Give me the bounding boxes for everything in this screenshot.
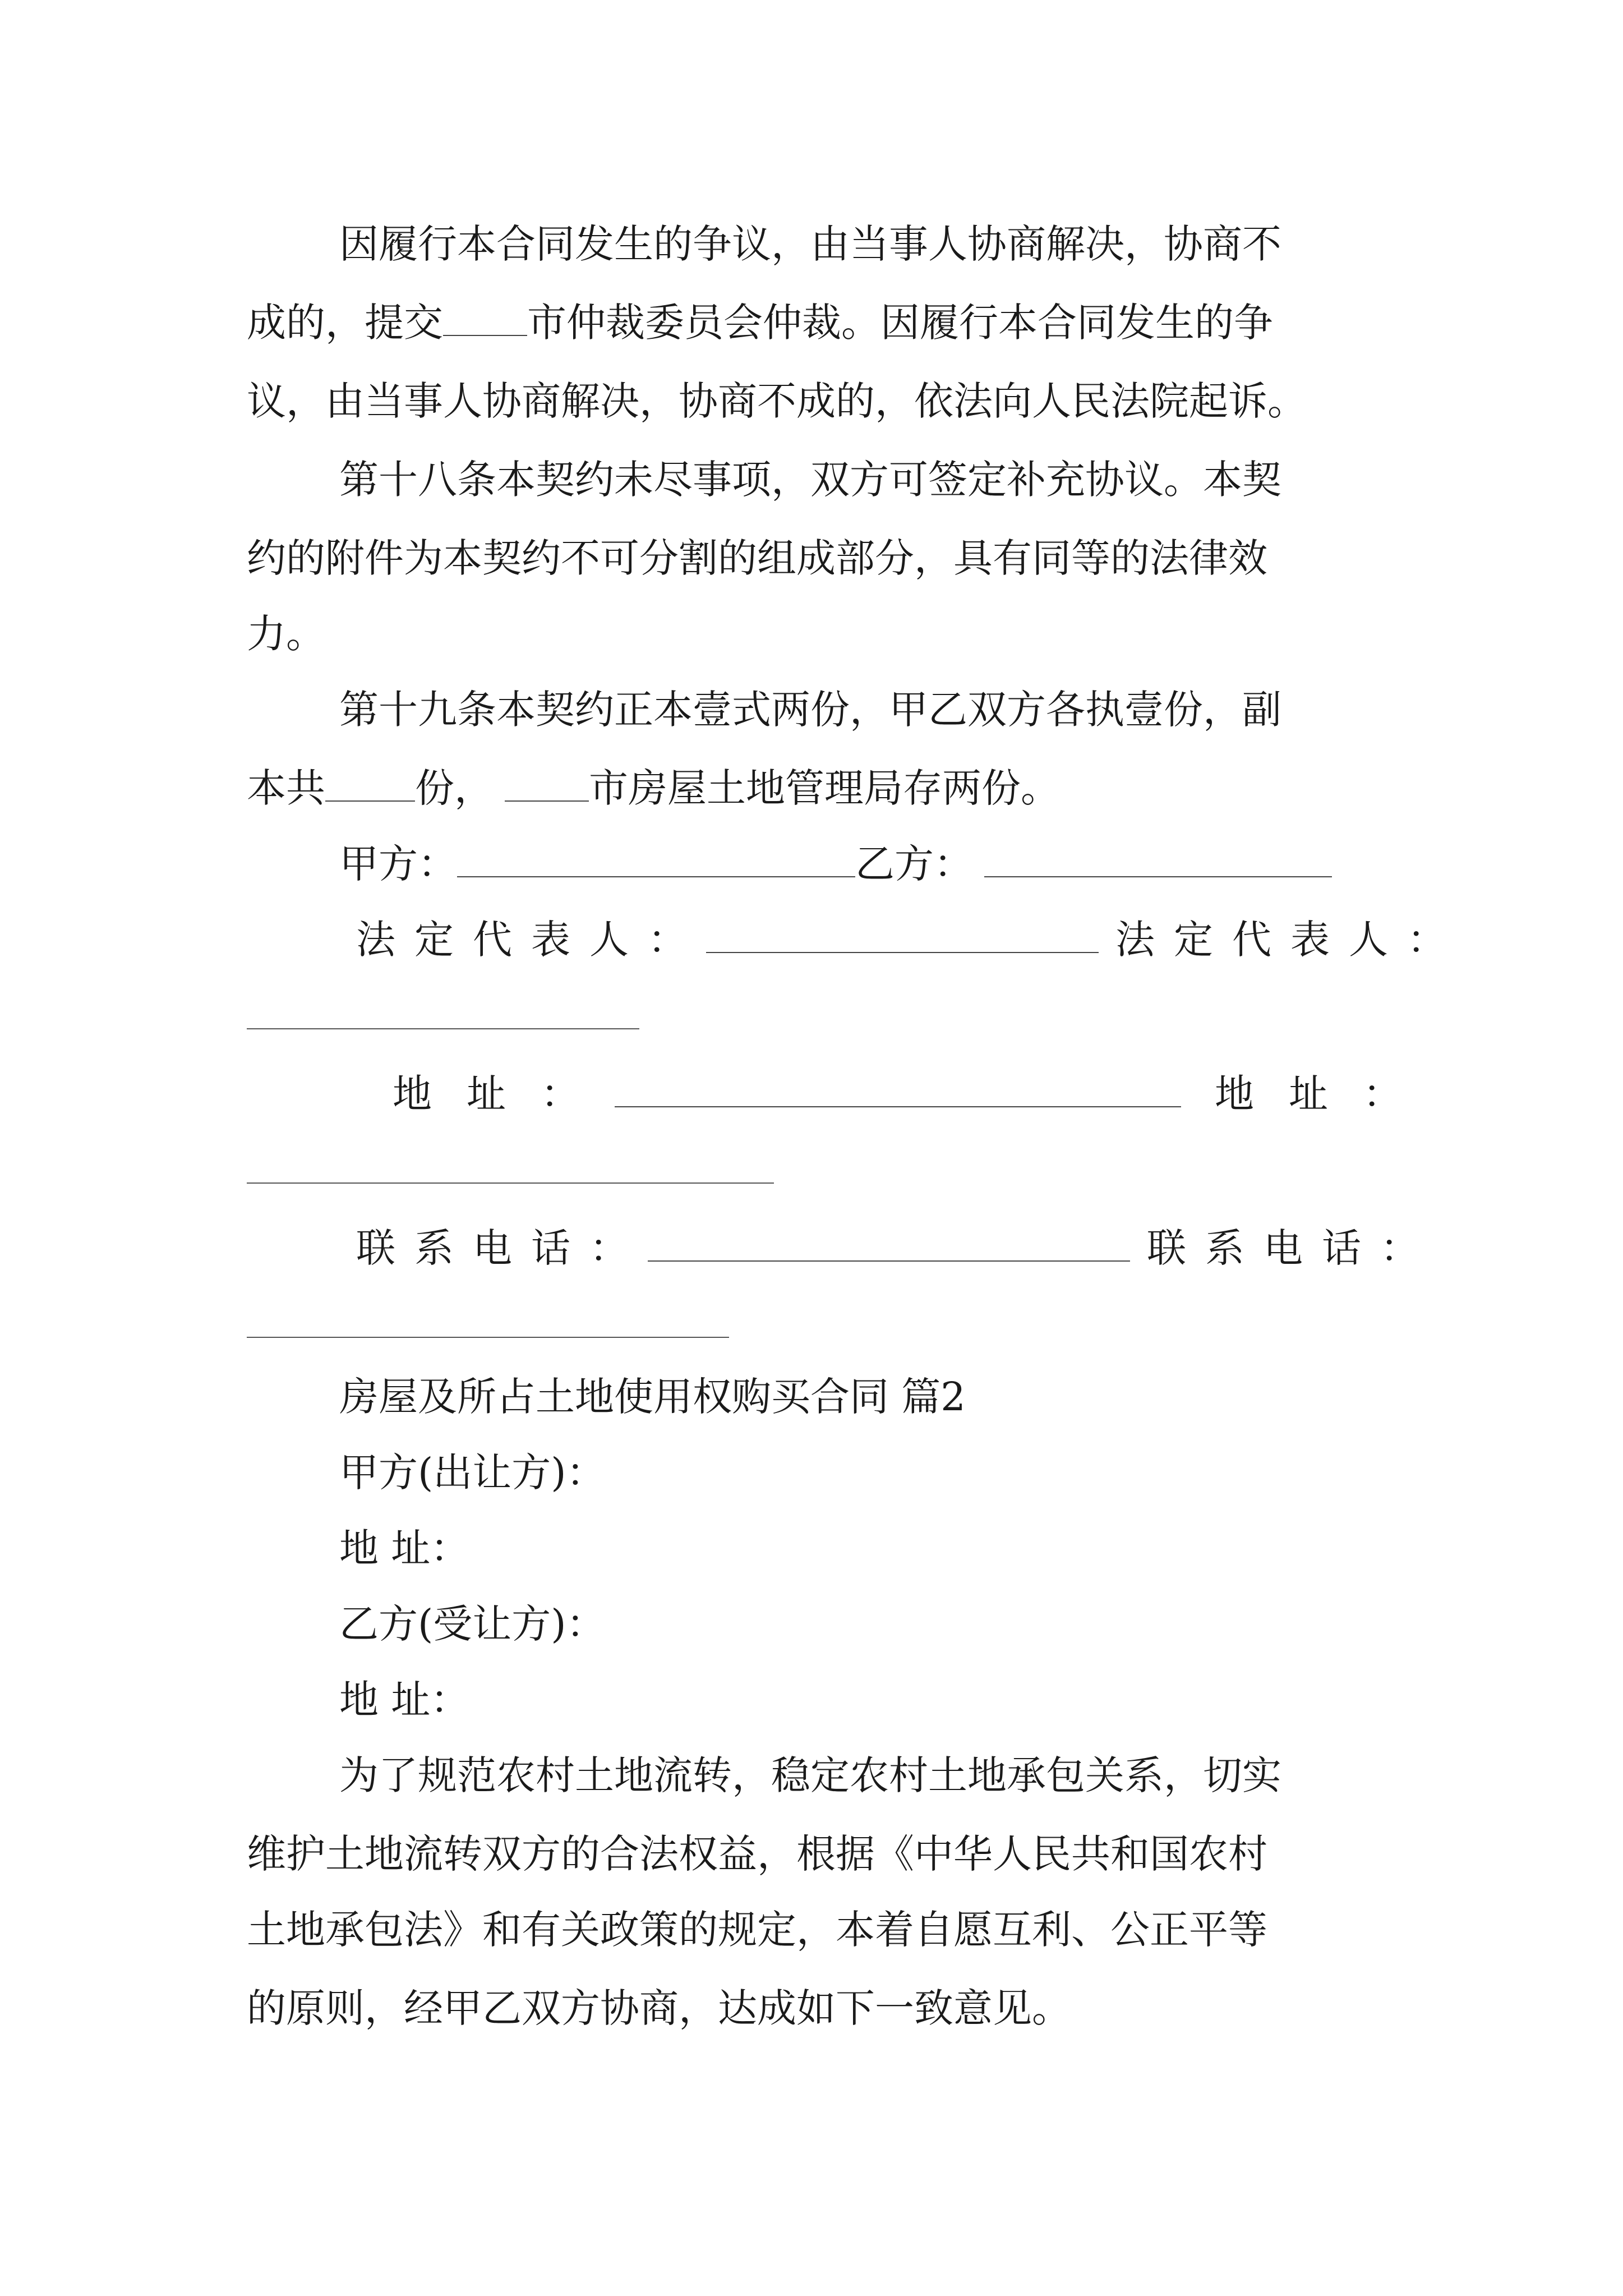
rep-label-b: 法定代表人：	[1115, 917, 1465, 963]
text: 的原则，经甲乙双方协商，达成如下一致意见。	[247, 1985, 1071, 2031]
paragraph-line	[247, 1980, 1391, 2036]
text: 维护土地流转双方的合法权益，根据《中华人民共和国农村	[247, 1831, 1267, 1877]
party-line	[339, 836, 1391, 892]
text: 市房屋土地管理局存两份。	[589, 765, 1060, 811]
phone-a-blank	[648, 1226, 1130, 1262]
text: 第十九条本契约正本壹式两份，甲乙双方各执壹份，副	[339, 687, 1281, 733]
paragraph-line	[339, 1747, 1391, 1803]
party-a-blank	[457, 841, 855, 877]
paragraph-line	[247, 295, 1391, 351]
address-b-line	[339, 1672, 1391, 1728]
text: 成的，提交	[247, 300, 443, 346]
text: 乙方(受让方)：	[339, 1601, 606, 1647]
address-line	[393, 1066, 1437, 1122]
phone-label-a: 联系电话：	[356, 1225, 648, 1271]
text: 第十八条本契约未尽事项，双方可签定补充协议。本契	[339, 457, 1281, 503]
text: 房屋及所占土地使用权购买合同 篇2	[339, 1374, 966, 1420]
text: 土地承包法》和有关政策的规定，本着自愿互利、公正平等	[247, 1907, 1267, 1953]
phone-b-blank	[247, 1337, 729, 1338]
paragraph-line	[247, 373, 1391, 429]
paragraph-line	[339, 452, 1391, 508]
address-a-line	[339, 1520, 1391, 1576]
text: 份，	[415, 765, 494, 811]
section-title	[339, 1369, 1391, 1425]
paragraph-line	[247, 606, 1391, 662]
party-a-line	[339, 1444, 1391, 1501]
paragraph-line	[339, 216, 1391, 272]
address-b-blank	[247, 1182, 774, 1184]
rep-b-blank	[247, 1028, 639, 1029]
text: 市仲裁委员会仲裁。因履行本合同发生的争	[527, 300, 1273, 346]
phone-label-b: 联系电话：	[1147, 1225, 1438, 1271]
rep-a-blank	[706, 917, 1099, 953]
text: 为了规范农村土地流转，稳定农村土地承包关系，切实	[339, 1752, 1281, 1798]
text: 本共	[247, 765, 325, 811]
blank-underline	[443, 300, 527, 336]
paragraph-line	[247, 530, 1391, 586]
address-label-a: 地址：	[393, 1071, 615, 1117]
rep-line	[356, 912, 1465, 968]
text: 约的附件为本契约不可分割的组成部分，具有同等的法律效	[247, 535, 1267, 581]
text: 地 址：	[339, 1525, 470, 1571]
text: 议，由当事人协商解决，协商不成的，依法向人民法院起诉。	[247, 378, 1307, 424]
address-a-blank	[615, 1071, 1181, 1107]
party-a-label: 甲方：	[339, 841, 457, 887]
address-label-b: 地址：	[1215, 1071, 1437, 1117]
blank-underline	[505, 766, 589, 802]
rep-label-a: 法定代表人：	[356, 917, 706, 963]
party-b-blank	[984, 841, 1332, 877]
text: 力。	[247, 611, 325, 657]
text: 地 址：	[339, 1677, 470, 1723]
party-b-line	[339, 1596, 1391, 1652]
blank-underline	[325, 766, 415, 802]
phone-line	[356, 1220, 1438, 1276]
paragraph-line	[247, 1826, 1391, 1882]
paragraph-line	[247, 1902, 1391, 1958]
party-b-label: 乙方：	[855, 841, 973, 887]
paragraph-line	[339, 682, 1391, 738]
text: 因履行本合同发生的争议，由当事人协商解决，协商不	[339, 221, 1281, 267]
text: 甲方(出让方)：	[339, 1450, 606, 1496]
paragraph-line	[247, 760, 1391, 816]
